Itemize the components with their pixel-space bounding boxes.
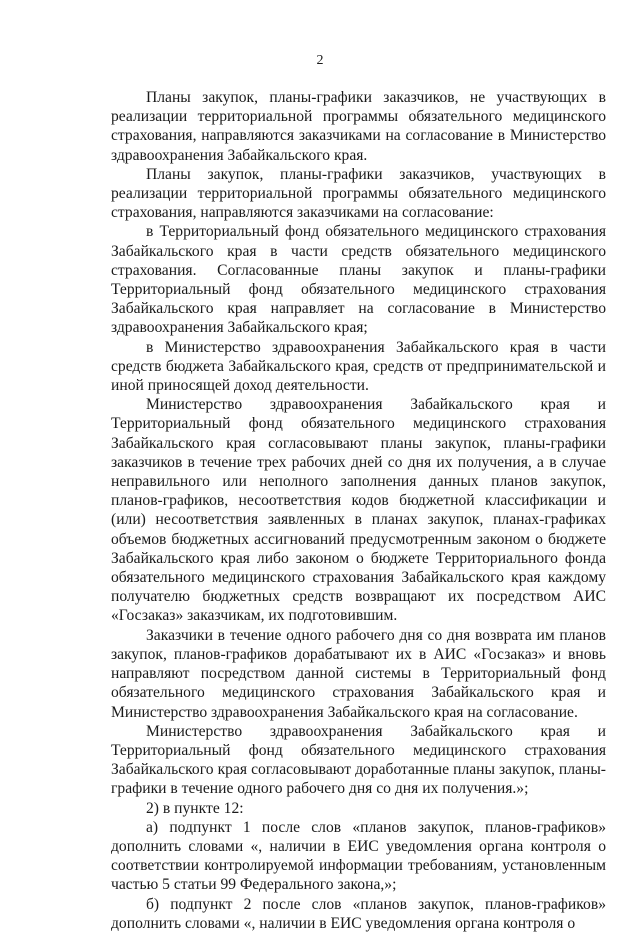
paragraph-plans-participating: Планы закупок, планы-графики заказчиков, участвующих в реализации территориальной программы обязательного медицинского страхования, направляются заказчиками на согласование:: [111, 165, 606, 222]
paragraph-subitem-b: б) подпункт 2 после слов «планов закупок, планов-графиков» дополнить словами «, наличии в ЕИС уведомления органа контроля о: [111, 895, 606, 932]
document-body: [111, 88, 606, 933]
paragraph-territorial-fund: в Территориальный фонд обязательного медицинского страхования Забайкальского края в части средств обязательного медицинского страхования. Согласованные планы закупок и планы-графики Территориальный фонд обязательного медицинского страхования Забайкальского края направляет на согласование в Министерство здравоохранения Забайкальского края;: [111, 223, 606, 337]
paragraph-approval-procedure: Министерство здравоохранения Забайкальского края и Территориальный фонд обязательного медицинского страхования Забайкальского края согласовывают планы закупок, планы-графики заказчиков в течение трех рабочих дней со дня их получения, а в случае неправильного или неполного заполнения данных планов закупок, планов-графиков, несоответствия кодов бюджетной классификации и (или) несоответствия заявленных в планах закупок, планах-графиках объемов бюджетных ассигнований предусмотренным законом о бюджете Забайкальского края либо законом о бюджете Территориального фонда обязательного медицинского страхования Забайкальского края каждому получателю бюджетных средств возвращают их посредством АИС «Госзаказ» заказчикам, их подготовившим.: [111, 396, 606, 625]
paragraph-subitem-a: а) подпункт 1 после слов «планов закупок, планов-графиков» дополнить словами «, наличии в ЕИС уведомления органа контроля о соответствии контролируемой информации требованиям, установленным частью 5 статьи 99 Федерального закона,»;: [111, 818, 606, 894]
page-number: 2: [316, 53, 324, 68]
paragraph-item-12: 2) в пункте 12:: [146, 799, 244, 817]
paragraph-approval-reworked: Министерство здравоохранения Забайкальского края и Территориальный фонд обязательного медицинского страхования Забайкальского края согласовывают доработанные планы закупок, планы-графики в течение одного рабочего дня со дня их получения.»;: [111, 722, 606, 798]
paragraph-customers-rework: Заказчики в течение одного рабочего дня со дня возврата им планов закупок, планов-графиков дорабатывают их в АИС «Госзаказ» и вновь направляют посредством данной системы в Территориальный фонд обязательного медицинского страхования Забайкальского края и Министерство здравоохранения Забайкальского края на согласование.: [111, 626, 606, 721]
paragraph-plans-not-participating: Планы закупок, планы-графики заказчиков, не участвующих в реализации территориальной программы обязательного медицинского страхования, направляются заказчиками на согласование в Министерство здравоохранения Забайкальского края.: [111, 89, 606, 164]
paragraph-ministry: в Министерство здравоохранения Забайкальского края в части средств бюджета Забайкальского края, средств от предпринимательской и иной приносящей доход деятельности.: [111, 338, 606, 395]
